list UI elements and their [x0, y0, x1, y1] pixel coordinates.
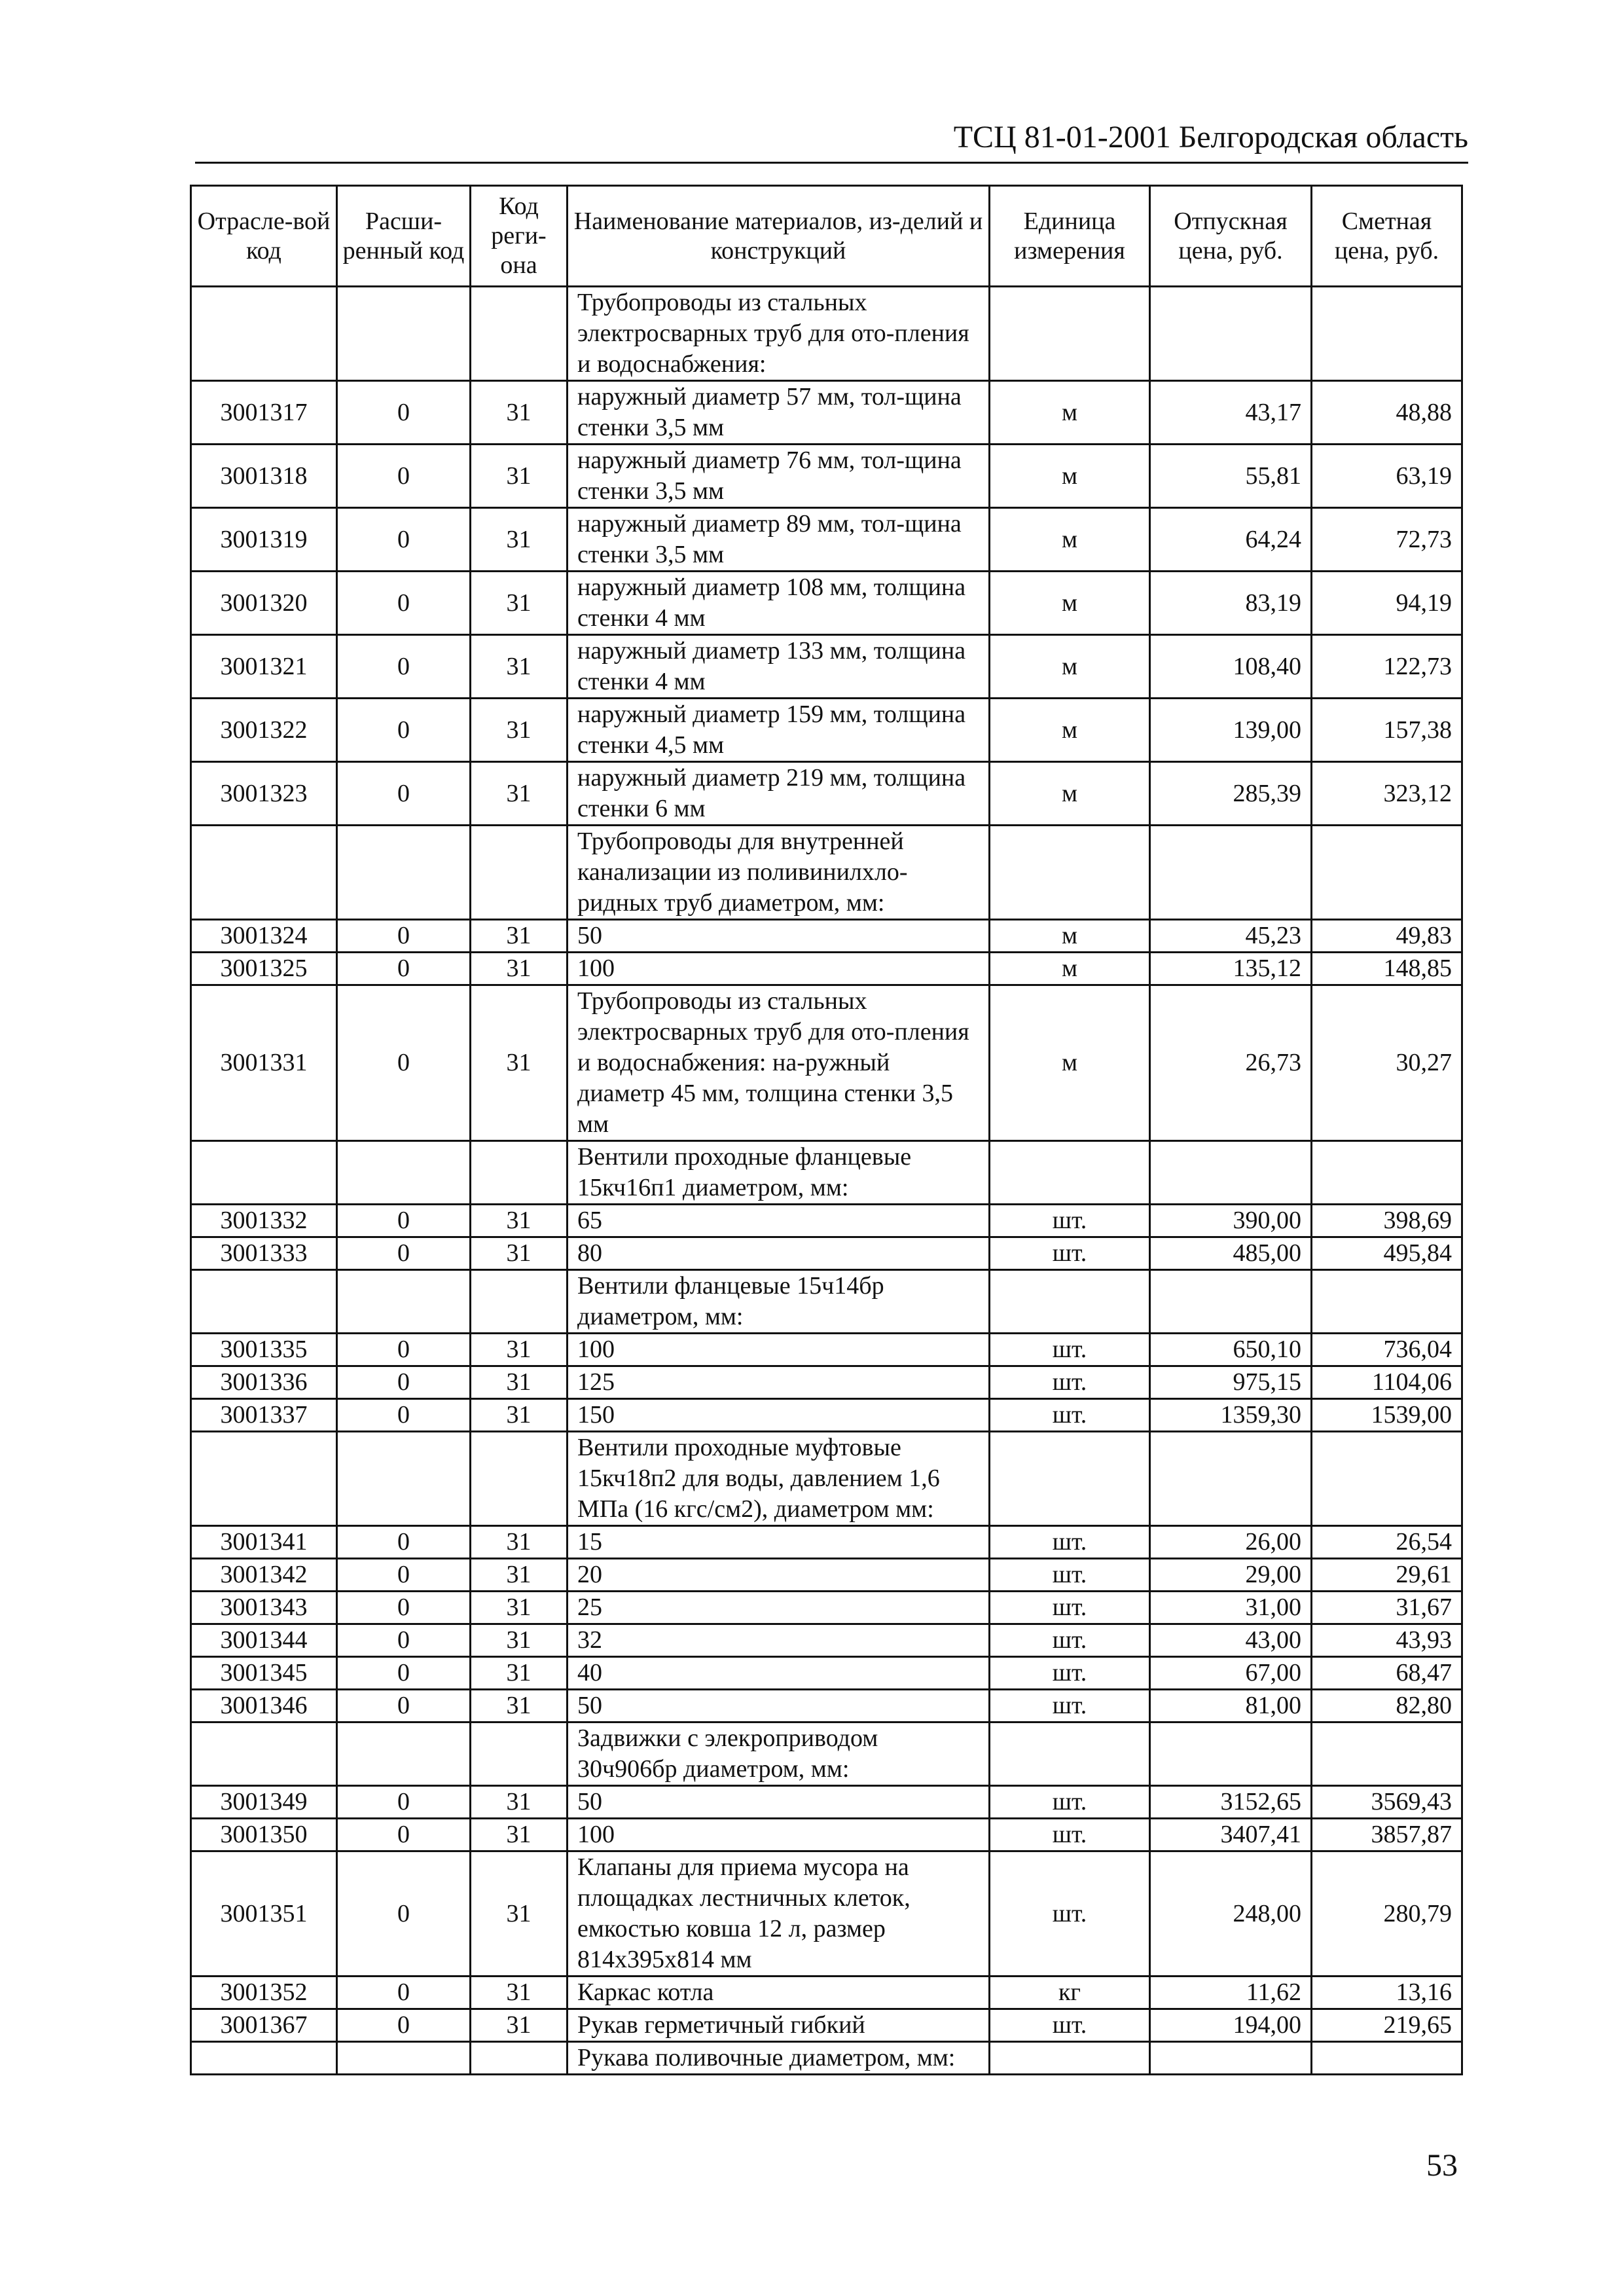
- cell-unit: шт.: [990, 1851, 1150, 1977]
- cell-unit: кг: [990, 1977, 1150, 2009]
- cell-unit: [990, 826, 1150, 920]
- cell-release-price: 3407,41: [1150, 1819, 1312, 1851]
- cell-estimate-price: [1312, 2042, 1462, 2075]
- cell-ext: 0: [337, 445, 471, 508]
- cell-name: наружный диаметр 219 мм, толщина стенки 6 мм: [568, 762, 990, 826]
- cell-region: 31: [471, 920, 568, 953]
- cell-code: 3001324: [191, 920, 337, 953]
- cell-region: 31: [471, 1237, 568, 1270]
- cell-code: 3001319: [191, 508, 337, 572]
- cell-estimate-price: [1312, 287, 1462, 381]
- cell-ext: 0: [337, 1559, 471, 1592]
- cell-unit: [990, 1141, 1150, 1205]
- cell-name: Вентили фланцевые 15ч14бр диаметром, мм:: [568, 1270, 990, 1334]
- cell-code: 3001323: [191, 762, 337, 826]
- cell-name: наружный диаметр 159 мм, толщина стенки 4,5 мм: [568, 699, 990, 762]
- table-row: [191, 1977, 1462, 2009]
- cell-name: 65: [568, 1205, 990, 1237]
- cell-release-price: 26,00: [1150, 1526, 1312, 1559]
- cell-region: [471, 1141, 568, 1205]
- cell-code: 3001341: [191, 1526, 337, 1559]
- cell-unit: шт.: [990, 1819, 1150, 1851]
- cell-ext: 0: [337, 1366, 471, 1399]
- cell-ext: 0: [337, 699, 471, 762]
- table-header-row: [191, 186, 1462, 287]
- cell-name: Вентили проходные муфтовые 15кч18п2 для воды, давлением 1,6 МПа (16 кгс/см2), диаметром мм:: [568, 1432, 990, 1526]
- cell-region: [471, 826, 568, 920]
- cell-region: [471, 287, 568, 381]
- cell-ext: 0: [337, 1786, 471, 1819]
- cell-name: Рукав герметичный гибкий: [568, 2009, 990, 2042]
- cell-release-price: 55,81: [1150, 445, 1312, 508]
- cell-release-price: [1150, 1270, 1312, 1334]
- cell-name: 50: [568, 1786, 990, 1819]
- cell-unit: шт.: [990, 1399, 1150, 1432]
- cell-ext: 0: [337, 2009, 471, 2042]
- cell-region: 31: [471, 635, 568, 699]
- cell-estimate-price: 1539,00: [1312, 1399, 1462, 1432]
- cell-release-price: 45,23: [1150, 920, 1312, 953]
- table-row: [191, 699, 1462, 762]
- page-number: 53: [1426, 2148, 1458, 2183]
- cell-release-price: 67,00: [1150, 1657, 1312, 1690]
- cell-ext: [337, 1722, 471, 1786]
- cell-ext: 0: [337, 635, 471, 699]
- table-row: [191, 1786, 1462, 1819]
- group-header-row: [191, 1270, 1462, 1334]
- cell-release-price: 108,40: [1150, 635, 1312, 699]
- cell-unit: м: [990, 953, 1150, 985]
- cell-estimate-price: [1312, 826, 1462, 920]
- table-row: [191, 762, 1462, 826]
- cell-estimate-price: 3857,87: [1312, 1819, 1462, 1851]
- cell-ext: 0: [337, 1237, 471, 1270]
- table-row: [191, 1205, 1462, 1237]
- cell-estimate-price: 63,19: [1312, 445, 1462, 508]
- cell-name: Клапаны для приема мусора на площадках лестничных клеток, емкостью ковша 12 л, размер 814х395х814 мм: [568, 1851, 990, 1977]
- cell-code: [191, 1722, 337, 1786]
- cell-estimate-price: [1312, 1432, 1462, 1526]
- cell-name: 40: [568, 1657, 990, 1690]
- cell-unit: м: [990, 699, 1150, 762]
- cell-estimate-price: 68,47: [1312, 1657, 1462, 1690]
- cell-region: 31: [471, 445, 568, 508]
- cell-estimate-price: 94,19: [1312, 572, 1462, 635]
- cell-estimate-price: 323,12: [1312, 762, 1462, 826]
- cell-name: Трубопроводы из стальных электросварных труб для ото-пления и водоснабжения: на-ружный диаметр 45 мм, толщина стенки 3,5 мм: [568, 985, 990, 1141]
- cell-estimate-price: 13,16: [1312, 1977, 1462, 2009]
- col-header-release-price: Отпускная цена, руб.: [1150, 186, 1312, 287]
- cell-release-price: [1150, 1722, 1312, 1786]
- cell-release-price: 11,62: [1150, 1977, 1312, 2009]
- cell-estimate-price: 157,38: [1312, 699, 1462, 762]
- table-row: [191, 2009, 1462, 2042]
- cell-name: 32: [568, 1624, 990, 1657]
- cell-unit: м: [990, 920, 1150, 953]
- cell-name: Трубопроводы для внутренней канализации из поливинилхло-ридных труб диаметром, мм:: [568, 826, 990, 920]
- cell-ext: 0: [337, 1977, 471, 2009]
- cell-ext: [337, 1270, 471, 1334]
- cell-estimate-price: 3569,43: [1312, 1786, 1462, 1819]
- cell-region: 31: [471, 985, 568, 1141]
- cell-code: 3001336: [191, 1366, 337, 1399]
- cell-code: 3001345: [191, 1657, 337, 1690]
- price-table: [190, 185, 1463, 2075]
- table-row: [191, 1657, 1462, 1690]
- cell-name: 100: [568, 1819, 990, 1851]
- cell-region: 31: [471, 1559, 568, 1592]
- document-header-title: ТСЦ 81-01-2001 Белгородская область: [953, 120, 1468, 155]
- cell-ext: 0: [337, 1690, 471, 1722]
- cell-code: 3001343: [191, 1592, 337, 1624]
- cell-release-price: 81,00: [1150, 1690, 1312, 1722]
- cell-region: 31: [471, 1526, 568, 1559]
- cell-code: 3001322: [191, 699, 337, 762]
- cell-unit: м: [990, 635, 1150, 699]
- table-row: [191, 985, 1462, 1141]
- cell-estimate-price: 48,88: [1312, 381, 1462, 445]
- cell-unit: [990, 2042, 1150, 2075]
- cell-unit: м: [990, 985, 1150, 1141]
- cell-estimate-price: 398,69: [1312, 1205, 1462, 1237]
- cell-estimate-price: 219,65: [1312, 2009, 1462, 2042]
- cell-region: 31: [471, 1786, 568, 1819]
- cell-code: 3001352: [191, 1977, 337, 2009]
- cell-estimate-price: [1312, 1722, 1462, 1786]
- cell-unit: м: [990, 381, 1150, 445]
- cell-release-price: 1359,30: [1150, 1399, 1312, 1432]
- cell-unit: шт.: [990, 1237, 1150, 1270]
- table-row: [191, 1624, 1462, 1657]
- cell-name: 100: [568, 1334, 990, 1366]
- cell-estimate-price: 72,73: [1312, 508, 1462, 572]
- cell-code: 3001342: [191, 1559, 337, 1592]
- cell-region: 31: [471, 953, 568, 985]
- table-row: [191, 1366, 1462, 1399]
- cell-name: наружный диаметр 89 мм, тол-щина стенки 3,5 мм: [568, 508, 990, 572]
- cell-code: [191, 1141, 337, 1205]
- cell-release-price: 194,00: [1150, 2009, 1312, 2042]
- cell-ext: 0: [337, 1851, 471, 1977]
- cell-name: 125: [568, 1366, 990, 1399]
- table-row: [191, 1237, 1462, 1270]
- cell-estimate-price: 30,27: [1312, 985, 1462, 1141]
- cell-region: 31: [471, 1592, 568, 1624]
- table-row: [191, 1526, 1462, 1559]
- cell-estimate-price: [1312, 1270, 1462, 1334]
- cell-estimate-price: 148,85: [1312, 953, 1462, 985]
- cell-estimate-price: [1312, 1141, 1462, 1205]
- table-row: [191, 1592, 1462, 1624]
- cell-name: наружный диаметр 76 мм, тол-щина стенки 3,5 мм: [568, 445, 990, 508]
- cell-code: [191, 2042, 337, 2075]
- cell-release-price: 3152,65: [1150, 1786, 1312, 1819]
- cell-name: 80: [568, 1237, 990, 1270]
- cell-name: 150: [568, 1399, 990, 1432]
- cell-unit: шт.: [990, 2009, 1150, 2042]
- cell-name: Вентили проходные фланцевые 15кч16п1 диаметром, мм:: [568, 1141, 990, 1205]
- cell-unit: м: [990, 762, 1150, 826]
- cell-release-price: [1150, 2042, 1312, 2075]
- cell-release-price: 135,12: [1150, 953, 1312, 985]
- cell-region: 31: [471, 1624, 568, 1657]
- cell-release-price: [1150, 287, 1312, 381]
- col-header-unit: Единица измерения: [990, 186, 1150, 287]
- cell-name: 20: [568, 1559, 990, 1592]
- table-row: [191, 1690, 1462, 1722]
- cell-ext: 0: [337, 508, 471, 572]
- cell-release-price: 285,39: [1150, 762, 1312, 826]
- cell-code: 3001346: [191, 1690, 337, 1722]
- cell-release-price: 485,00: [1150, 1237, 1312, 1270]
- cell-code: 3001333: [191, 1237, 337, 1270]
- cell-unit: м: [990, 508, 1150, 572]
- cell-code: 3001337: [191, 1399, 337, 1432]
- table-row: [191, 1334, 1462, 1366]
- cell-ext: 0: [337, 1819, 471, 1851]
- cell-code: 3001318: [191, 445, 337, 508]
- cell-release-price: [1150, 1141, 1312, 1205]
- cell-release-price: 64,24: [1150, 508, 1312, 572]
- cell-name: 100: [568, 953, 990, 985]
- cell-region: [471, 1270, 568, 1334]
- cell-ext: [337, 2042, 471, 2075]
- cell-release-price: [1150, 826, 1312, 920]
- cell-name: Трубопроводы из стальных электросварных труб для ото-пления и водоснабжения:: [568, 287, 990, 381]
- cell-ext: [337, 1141, 471, 1205]
- cell-unit: шт.: [990, 1592, 1150, 1624]
- table-row: [191, 953, 1462, 985]
- cell-unit: шт.: [990, 1657, 1150, 1690]
- cell-code: 3001349: [191, 1786, 337, 1819]
- table-row: [191, 508, 1462, 572]
- col-header-name: Наименование материалов, из-делий и конструкций: [568, 186, 990, 287]
- cell-unit: [990, 287, 1150, 381]
- cell-release-price: 248,00: [1150, 1851, 1312, 1977]
- cell-unit: шт.: [990, 1334, 1150, 1366]
- cell-estimate-price: 82,80: [1312, 1690, 1462, 1722]
- cell-name: наружный диаметр 108 мм, толщина стенки 4 мм: [568, 572, 990, 635]
- cell-estimate-price: 31,67: [1312, 1592, 1462, 1624]
- cell-region: 31: [471, 2009, 568, 2042]
- cell-ext: 0: [337, 1334, 471, 1366]
- cell-ext: 0: [337, 985, 471, 1141]
- cell-ext: [337, 1432, 471, 1526]
- header-divider: [195, 162, 1468, 164]
- cell-estimate-price: 280,79: [1312, 1851, 1462, 1977]
- cell-unit: шт.: [990, 1366, 1150, 1399]
- cell-code: 3001350: [191, 1819, 337, 1851]
- cell-unit: шт.: [990, 1526, 1150, 1559]
- cell-region: 31: [471, 1205, 568, 1237]
- cell-ext: 0: [337, 1526, 471, 1559]
- cell-region: 31: [471, 572, 568, 635]
- cell-estimate-price: 122,73: [1312, 635, 1462, 699]
- group-header-row: [191, 1432, 1462, 1526]
- cell-region: [471, 1432, 568, 1526]
- table-row: [191, 635, 1462, 699]
- cell-name: наружный диаметр 57 мм, тол-щина стенки 3,5 мм: [568, 381, 990, 445]
- cell-release-price: [1150, 1432, 1312, 1526]
- table-row: [191, 445, 1462, 508]
- cell-ext: 0: [337, 1399, 471, 1432]
- cell-code: [191, 826, 337, 920]
- cell-code: [191, 1432, 337, 1526]
- col-header-ext: Расши-ренный код: [337, 186, 471, 287]
- cell-code: 3001320: [191, 572, 337, 635]
- cell-release-price: 31,00: [1150, 1592, 1312, 1624]
- cell-release-price: 43,17: [1150, 381, 1312, 445]
- cell-release-price: 83,19: [1150, 572, 1312, 635]
- table-row: [191, 381, 1462, 445]
- cell-region: 31: [471, 762, 568, 826]
- cell-region: 31: [471, 381, 568, 445]
- cell-region: 31: [471, 699, 568, 762]
- cell-region: 31: [471, 508, 568, 572]
- cell-unit: шт.: [990, 1559, 1150, 1592]
- cell-estimate-price: 43,93: [1312, 1624, 1462, 1657]
- cell-code: 3001344: [191, 1624, 337, 1657]
- col-header-code: Отрасле-вой код: [191, 186, 337, 287]
- cell-ext: [337, 826, 471, 920]
- cell-estimate-price: 1104,06: [1312, 1366, 1462, 1399]
- cell-release-price: 43,00: [1150, 1624, 1312, 1657]
- cell-region: 31: [471, 1977, 568, 2009]
- cell-region: 31: [471, 1657, 568, 1690]
- cell-release-price: 139,00: [1150, 699, 1312, 762]
- group-header-row: [191, 1722, 1462, 1786]
- cell-code: [191, 287, 337, 381]
- cell-ext: 0: [337, 1624, 471, 1657]
- cell-code: 3001335: [191, 1334, 337, 1366]
- cell-name: 15: [568, 1526, 990, 1559]
- cell-region: 31: [471, 1334, 568, 1366]
- table-row: [191, 1559, 1462, 1592]
- cell-name: 25: [568, 1592, 990, 1624]
- cell-unit: шт.: [990, 1205, 1150, 1237]
- cell-name: 50: [568, 920, 990, 953]
- cell-region: 31: [471, 1851, 568, 1977]
- cell-ext: 0: [337, 1592, 471, 1624]
- cell-ext: 0: [337, 953, 471, 985]
- table-row: [191, 1851, 1462, 1977]
- group-header-row: [191, 1141, 1462, 1205]
- cell-code: 3001351: [191, 1851, 337, 1977]
- cell-region: [471, 1722, 568, 1786]
- table-row: [191, 1819, 1462, 1851]
- cell-region: [471, 2042, 568, 2075]
- group-header-row: [191, 2042, 1462, 2075]
- cell-ext: 0: [337, 762, 471, 826]
- table-row: [191, 920, 1462, 953]
- cell-unit: шт.: [990, 1624, 1150, 1657]
- cell-code: 3001331: [191, 985, 337, 1141]
- cell-release-price: 650,10: [1150, 1334, 1312, 1366]
- cell-name: Каркас котла: [568, 1977, 990, 2009]
- cell-region: 31: [471, 1366, 568, 1399]
- col-header-region: Код реги-она: [471, 186, 568, 287]
- table-body: [191, 287, 1462, 2075]
- cell-ext: 0: [337, 572, 471, 635]
- cell-unit: м: [990, 572, 1150, 635]
- cell-unit: м: [990, 445, 1150, 508]
- cell-region: 31: [471, 1399, 568, 1432]
- table-row: [191, 572, 1462, 635]
- group-header-row: [191, 287, 1462, 381]
- cell-name: 50: [568, 1690, 990, 1722]
- group-header-row: [191, 826, 1462, 920]
- cell-ext: 0: [337, 920, 471, 953]
- cell-region: 31: [471, 1690, 568, 1722]
- cell-name: Задвижки с элекроприводом 30ч906бр диаметром, мм:: [568, 1722, 990, 1786]
- table-row: [191, 1399, 1462, 1432]
- cell-release-price: 29,00: [1150, 1559, 1312, 1592]
- cell-name: наружный диаметр 133 мм, толщина стенки 4 мм: [568, 635, 990, 699]
- cell-estimate-price: 49,83: [1312, 920, 1462, 953]
- cell-ext: 0: [337, 1657, 471, 1690]
- cell-estimate-price: 26,54: [1312, 1526, 1462, 1559]
- cell-unit: шт.: [990, 1786, 1150, 1819]
- cell-code: 3001317: [191, 381, 337, 445]
- cell-unit: [990, 1270, 1150, 1334]
- cell-release-price: 975,15: [1150, 1366, 1312, 1399]
- col-header-estimate-price: Сметная цена, руб.: [1312, 186, 1462, 287]
- cell-release-price: 26,73: [1150, 985, 1312, 1141]
- cell-code: [191, 1270, 337, 1334]
- cell-unit: шт.: [990, 1690, 1150, 1722]
- cell-estimate-price: 736,04: [1312, 1334, 1462, 1366]
- cell-ext: 0: [337, 1205, 471, 1237]
- cell-release-price: 390,00: [1150, 1205, 1312, 1237]
- cell-unit: [990, 1432, 1150, 1526]
- cell-code: 3001321: [191, 635, 337, 699]
- cell-code: 3001325: [191, 953, 337, 985]
- cell-estimate-price: 495,84: [1312, 1237, 1462, 1270]
- cell-region: 31: [471, 1819, 568, 1851]
- cell-code: 3001332: [191, 1205, 337, 1237]
- cell-estimate-price: 29,61: [1312, 1559, 1462, 1592]
- cell-unit: [990, 1722, 1150, 1786]
- cell-ext: 0: [337, 381, 471, 445]
- cell-ext: [337, 287, 471, 381]
- cell-name: Рукава поливочные диаметром, мм:: [568, 2042, 990, 2075]
- cell-code: 3001367: [191, 2009, 337, 2042]
